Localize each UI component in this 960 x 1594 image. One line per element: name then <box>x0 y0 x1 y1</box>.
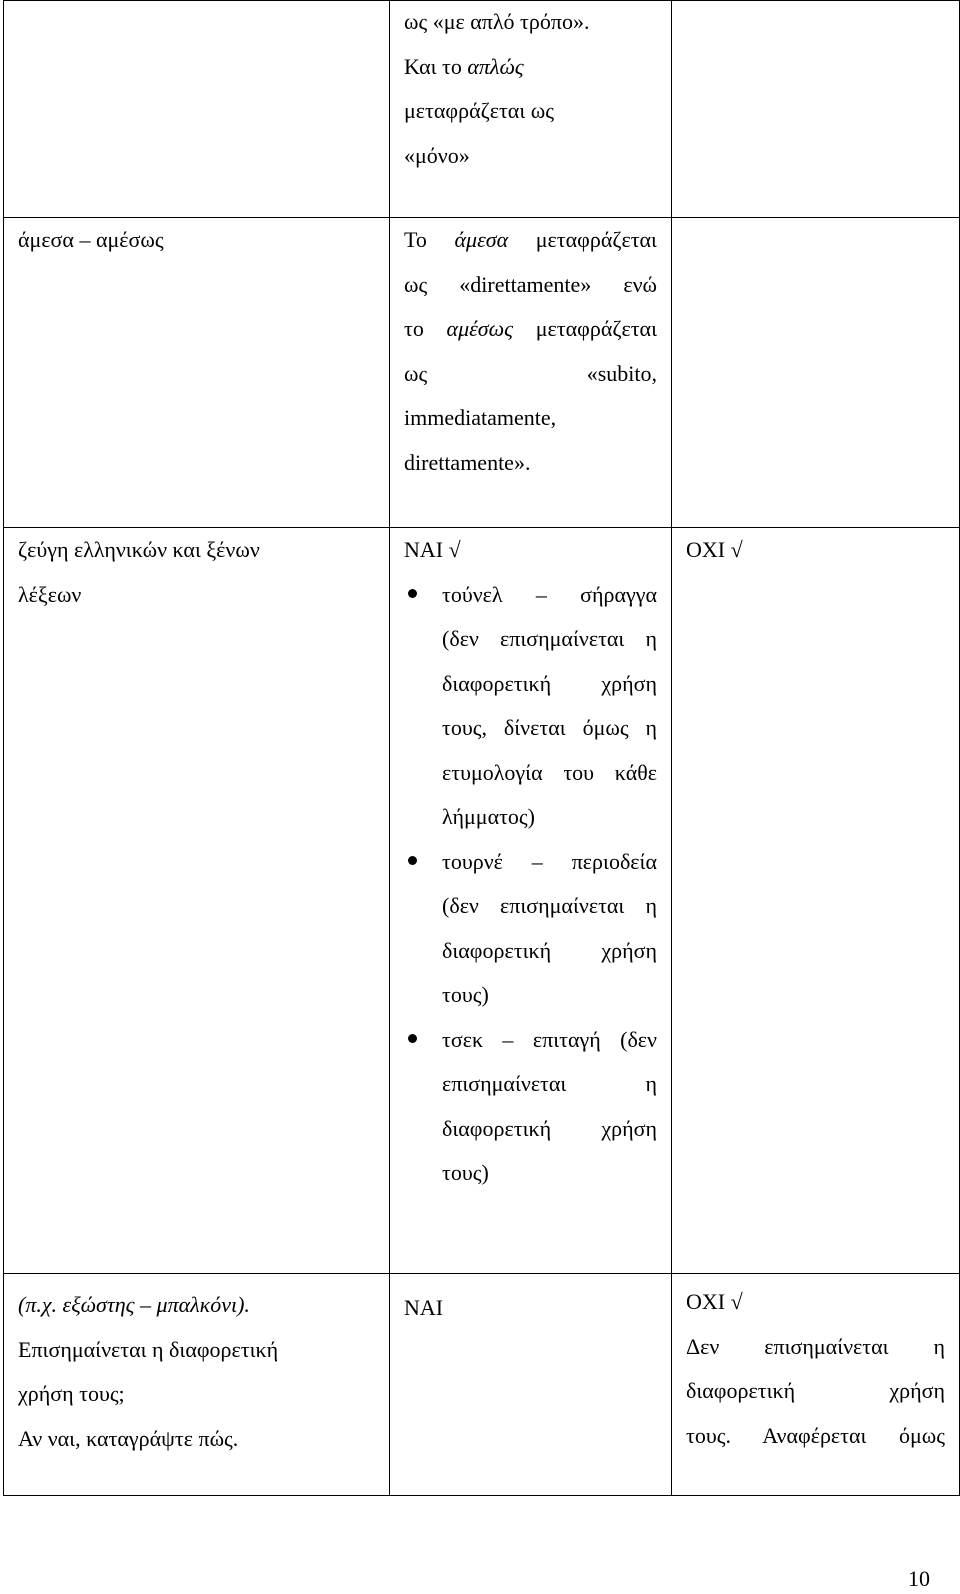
row3-col3-heading: ΟΧΙ √ <box>686 537 743 562</box>
row3-col3-cell <box>672 528 960 1274</box>
row4-col3-line4: τους. Αναφέρεται όμως <box>686 1422 945 1448</box>
row2-term: άμεσα – αμέσως <box>18 227 164 252</box>
row4-col2-cell <box>390 1274 672 1496</box>
item2-line1: τουρνέ – περιοδεία <box>442 848 657 874</box>
row3-col2-heading: ΝΑΙ √ <box>404 537 461 562</box>
row4-col2-heading: ΝΑΙ <box>404 1295 444 1320</box>
row4-col1-cell <box>4 1274 390 1496</box>
row4-col1-line4: Αν ναι, καταγράψτε πώς. <box>18 1425 239 1451</box>
list-item <box>404 840 657 1018</box>
row2-col2-line5: immediatamente, <box>404 405 557 430</box>
table-row <box>4 528 960 1274</box>
item2-line3: διαφορετική χρήση <box>442 937 657 963</box>
row2-col2-line3: το αμέσως μεταφράζεται <box>404 316 657 341</box>
document-table <box>3 0 960 1496</box>
row4-col3-line3: διαφορετική χρήση <box>686 1378 945 1403</box>
row1-col2-cell <box>390 1 672 218</box>
row3-col2-cell <box>390 528 672 1274</box>
row4-col3-line2: Δεν επισημαίνεται η <box>686 1333 945 1359</box>
row4-col3-cell <box>672 1274 960 1496</box>
item1-line5: ετυμολογία του κάθε <box>442 759 657 785</box>
list-item <box>404 1018 657 1196</box>
item3-line3: διαφορετική χρήση <box>442 1115 657 1141</box>
row2-col2-line1: Το άμεσα μεταφράζεται <box>404 227 657 252</box>
item1-line6: λήμματος) <box>442 804 535 829</box>
table-row <box>4 1274 960 1496</box>
row3-col1-line2: λέξεων <box>18 581 82 607</box>
row2-col2-line2: ως «direttamente» ενώ <box>404 271 657 297</box>
row2-col3-cell <box>672 218 960 528</box>
row3-col1-line1: ζεύγη ελληνικών και ξένων <box>18 537 260 562</box>
row2-col2-cell <box>390 218 672 528</box>
item1-line2: (δεν επισημαίνεται η <box>442 626 657 651</box>
bullet-icon <box>408 589 417 598</box>
item2-line2: (δεν επισημαίνεται η <box>442 893 657 918</box>
page-number: 10 <box>908 1566 930 1591</box>
item1-line1: τούνελ – σήραγγα <box>442 581 657 607</box>
row1-col3-cell <box>672 1 960 218</box>
item3-line2: επισημαίνεται η <box>442 1071 657 1096</box>
row1-col2-line1: ως «με απλό τρόπο». <box>404 9 590 34</box>
row2-col2-line4: ως «subito, <box>404 360 657 386</box>
row1-col2-line2: Και το απλώς <box>404 53 524 79</box>
bullet-icon <box>408 1034 417 1043</box>
row1-col1-cell <box>4 1 390 218</box>
table-row <box>4 218 960 528</box>
list-item <box>404 573 657 840</box>
row3-col1-cell <box>4 528 390 1274</box>
row1-col2-line4: «μόνο» <box>404 142 470 168</box>
row4-col1-line1: (π.χ. εξώστης – μπαλκόνι). <box>18 1292 250 1317</box>
item1-line4: τους, δίνεται όμως η <box>442 715 657 740</box>
row1-col2-line3: μεταφράζεται ως <box>404 98 554 123</box>
item1-line3: διαφορετική χρήση <box>442 670 657 696</box>
item3-line4: τους) <box>442 1160 489 1185</box>
item2-line4: τους) <box>442 982 489 1007</box>
row2-col2-line6: direttamente». <box>404 449 531 475</box>
row4-col1-line2: Επισημαίνεται η διαφορετική <box>18 1336 279 1362</box>
row4-col3-heading: ΟΧΙ √ <box>686 1289 743 1314</box>
row4-col1-line3: χρήση τους; <box>18 1381 125 1406</box>
item3-line1: τσεκ – επιταγή (δεν <box>442 1026 657 1052</box>
bullet-icon <box>408 856 417 865</box>
table-row <box>4 1 960 218</box>
row2-col1-cell <box>4 218 390 528</box>
bullet-list <box>404 573 657 1196</box>
